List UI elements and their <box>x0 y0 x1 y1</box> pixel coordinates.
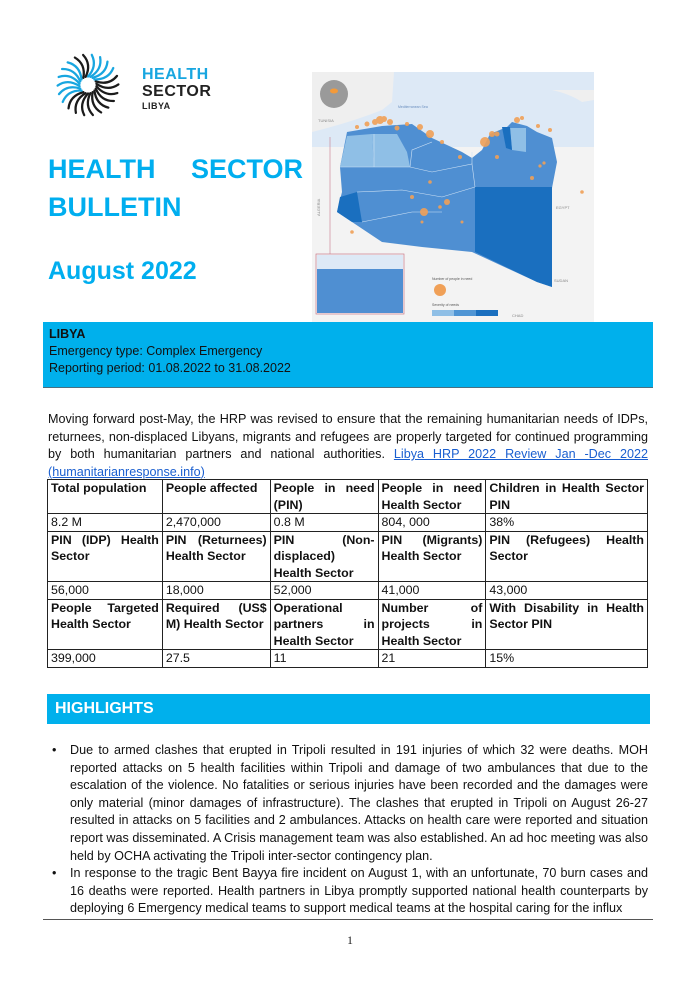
legend-severity-2 <box>432 310 454 316</box>
table-value-cell: 41,000 <box>378 582 486 600</box>
table-value-cell: 0.8 M <box>270 514 378 532</box>
table-value-row <box>48 650 648 668</box>
map-label-tunisia: TUNISIA <box>318 118 334 123</box>
legend-severity-3 <box>454 310 476 316</box>
map-label-egypt: EGYPT <box>556 205 570 210</box>
map-bubble <box>461 221 464 224</box>
table-header-row <box>48 480 648 514</box>
table-header-cell: Operational partners in Health Sector <box>270 599 378 650</box>
country-name: LIBYA <box>49 327 86 341</box>
table-value-cell: 43,000 <box>486 582 648 600</box>
bullet-icon: • <box>52 743 57 757</box>
table-value-cell: 21 <box>378 650 486 668</box>
table-value-cell: 38% <box>486 514 648 532</box>
map-bubble <box>350 230 354 234</box>
map-svg <box>312 72 594 324</box>
map-bubble <box>580 190 584 194</box>
map-bubble <box>489 131 495 137</box>
legend-severity-title: Severity of needs <box>432 303 460 307</box>
map-bubble <box>536 124 540 128</box>
bulletin-date: August 2022 <box>48 257 197 285</box>
map-bubble <box>520 116 524 120</box>
table-value-cell: 399,000 <box>48 650 163 668</box>
legend-title: Number of people in need <box>432 277 473 281</box>
page-number: 1 <box>347 933 353 947</box>
table-header-cell: Children in Health Sector PIN <box>486 480 648 514</box>
map-bubble <box>387 119 393 125</box>
intro-text: Moving forward post-May, the HRP was revised to ensure that the remaining humanitarian needs of IDPs, returnees, non-displaced Libyans, migrants and refugees are properly targeted for continued programming by both humanitarian partners and national authorities. <box>48 412 648 461</box>
map-bubble <box>365 122 370 127</box>
health-sector-logo <box>55 52 255 122</box>
logo-libya-text: LIBYA <box>142 101 171 111</box>
table-value-cell: 18,000 <box>162 582 270 600</box>
map-bubble <box>421 221 424 224</box>
key-figures-table <box>47 479 648 668</box>
highlight-item <box>48 742 648 865</box>
libya-severity-map <box>312 72 594 324</box>
legend-severity-4 <box>476 310 498 316</box>
table-header-row <box>48 531 648 582</box>
table-value-cell: 56,000 <box>48 582 163 600</box>
map-bubble <box>458 155 462 159</box>
region-derna <box>510 128 526 152</box>
globe-libya-marker <box>330 89 338 94</box>
table-header-cell: People affected <box>162 480 270 514</box>
map-bubble <box>395 126 400 131</box>
table-value-cell: 27.5 <box>162 650 270 668</box>
map-bubble <box>355 125 359 129</box>
bullet-icon: • <box>52 866 57 881</box>
map-bubble <box>480 137 490 147</box>
table-header-cell: PIN (Migrants) Health Sector <box>378 531 486 582</box>
table-value-cell: 15% <box>486 650 648 668</box>
highlight-item <box>48 865 648 918</box>
table-header-cell: Required (US$ M) Health Sector <box>162 599 270 650</box>
map-label-sea: Mediterranean Sea <box>398 105 428 109</box>
globe-inset <box>320 80 348 108</box>
footer-divider <box>43 919 653 920</box>
region-alkufra <box>475 187 552 287</box>
table-header-cell: Total population <box>48 480 163 514</box>
table-value-cell: 2,470,000 <box>162 514 270 532</box>
map-bubble <box>514 117 520 123</box>
map-bubble <box>426 130 434 138</box>
swirl-logo-icon <box>55 52 121 118</box>
emergency-info-box <box>43 322 653 388</box>
logo-health-text: HEALTH <box>142 66 209 83</box>
highlights-heading: HIGHLIGHTS <box>47 694 650 724</box>
map-label-chad: CHAD <box>512 313 524 318</box>
map-bubble <box>548 128 552 132</box>
map-bubble <box>538 164 541 167</box>
map-label-algeria: ALGERIA <box>316 198 321 216</box>
map-bubble <box>495 132 500 137</box>
map-bubble <box>405 122 409 126</box>
highlight-text: Due to armed clashes that erupted in Tripoli resulted in 191 injuries of which 32 were deaths. MOH reported attacks on 5 health facilities within Tripoli and damage of two ambulances that due to the escalation of the violence. No fatalities or serious injuries have been recorded and the damages were only material (minor damages of infrastructure). The clashes that erupted in Tripoli on August 26-27 resulted in attacks on 5 facilities and 2 ambulances. Attacks on health care were reported and situation report was disseminated. A Crisis management team was also established. An ad hoc meeting was also held by OCHA activating the Tripoli inter-sector contingency plan. <box>70 743 648 863</box>
table-header-cell: PIN (IDP) Health Sector <box>48 531 163 582</box>
emergency-type: Emergency type: Complex Emergency <box>49 344 263 358</box>
logo-sector-text: SECTOR <box>142 83 212 100</box>
key-figures-body <box>48 480 648 668</box>
map-bubble <box>428 180 432 184</box>
bulletin-title <box>48 150 303 226</box>
table-header-cell: PIN (Returnees) Health Sector <box>162 531 270 582</box>
map-bubble <box>438 205 442 209</box>
logo-text <box>142 66 211 112</box>
table-header-cell: People Targeted Health Sector <box>48 599 163 650</box>
table-header-cell: People in need (PIN) <box>270 480 378 514</box>
map-bubble <box>495 155 499 159</box>
table-value-cell: 52,000 <box>270 582 378 600</box>
map-label-sudan: SUDAN <box>554 278 569 283</box>
table-value-row <box>48 582 648 600</box>
title-word-health: HEALTH <box>48 154 156 184</box>
table-value-row <box>48 514 648 532</box>
map-bubble <box>440 140 444 144</box>
map-bubble <box>420 208 428 216</box>
hrp-review-link[interactable]: Libya HRP 2022 Review Jan -Dec 2022 (humanitarianresponse.info) <box>48 447 649 479</box>
map-bubble <box>410 195 414 199</box>
inset-sea <box>317 255 403 269</box>
title-word-sector: SECTOR <box>190 154 303 184</box>
legend-bubble-icon <box>434 284 446 296</box>
table-header-cell: PIN (Refugees) Health Sector <box>486 531 648 582</box>
map-bubble <box>381 116 387 122</box>
table-header-row <box>48 599 648 650</box>
map-bubble <box>542 161 545 164</box>
intro-paragraph <box>48 411 648 481</box>
map-bubble <box>530 176 534 180</box>
table-header-cell: Number of projects in Health Sector <box>378 599 486 650</box>
map-bubble <box>417 124 423 130</box>
highlights-list <box>48 742 648 918</box>
table-value-cell: 11 <box>270 650 378 668</box>
table-header-cell: PIN (Non-displaced) Health Sector <box>270 531 378 582</box>
table-header-cell: With Disability in Health Sector PIN <box>486 599 648 650</box>
table-value-cell: 8.2 M <box>48 514 163 532</box>
title-word-bulletin: BULLETIN <box>48 192 182 222</box>
table-value-cell: 804, 000 <box>378 514 486 532</box>
highlight-text: In response to the tragic Bent Bayya fire incident on August 1, with an unfortunate, 70 burn cases and 16 deaths were reported. Health partners in Libya promptly supported national health counterparts by deploying 6 Emergency medical teams to support medical teams at the hospital caring for the influx <box>70 866 648 916</box>
reporting-period: Reporting period: 01.08.2022 to 31.08.2022 <box>49 361 291 375</box>
map-bubble <box>444 199 450 205</box>
table-header-cell: People in need Health Sector <box>378 480 486 514</box>
